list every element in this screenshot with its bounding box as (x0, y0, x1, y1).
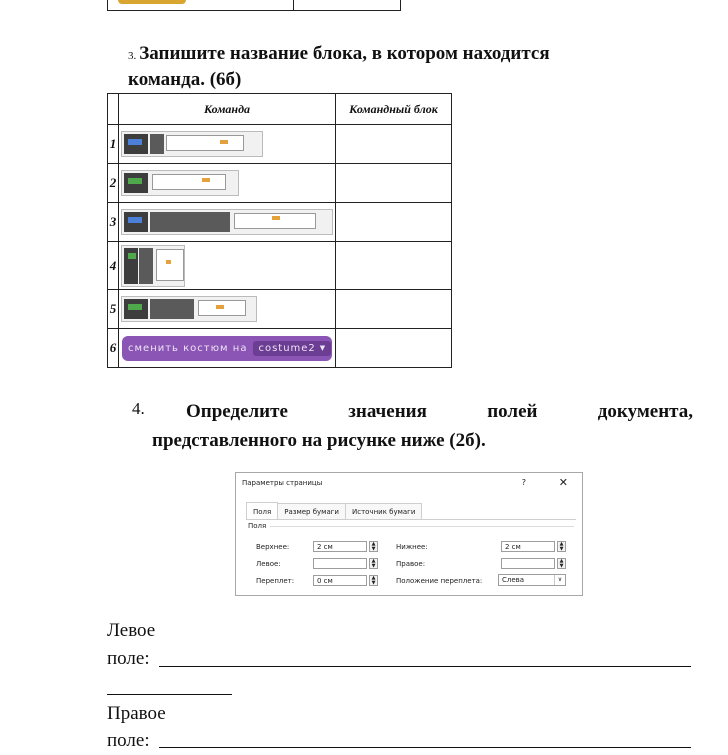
answer-cell[interactable] (336, 125, 452, 164)
margins-group-label: Поля (248, 522, 267, 530)
table-row (108, 164, 452, 203)
top-margin-label: Верхнее: (256, 543, 290, 551)
gutter-position-label: Положение переплета: (396, 577, 483, 585)
right-margin-spinner[interactable]: ▲ ▼ (557, 558, 566, 569)
chevron-down-icon: ∨ (554, 575, 565, 585)
header-block: Командный блок (336, 94, 452, 125)
close-icon[interactable]: ✕ (558, 476, 568, 489)
tab-margins[interactable]: Поля (246, 502, 278, 520)
row-number: 6 (108, 329, 119, 368)
question-3 (128, 42, 550, 92)
right-margin-answer-field-label: поле: (107, 730, 150, 751)
bottom-margin-label: Нижнее: (396, 543, 428, 551)
left-margin-answer-line-cont[interactable] (107, 694, 232, 695)
dropdown-arrow-icon: ▼ (319, 344, 327, 352)
commands-table (107, 93, 452, 368)
page-setup-dialog (235, 472, 583, 596)
question-4-text-cont: представленного на рисунке ниже (2б). (152, 430, 486, 451)
question-3-number: 3. (128, 50, 137, 62)
tab-paper-source[interactable]: Источник бумаги (345, 503, 422, 520)
left-margin-spinner[interactable]: ▲ ▼ (369, 558, 378, 569)
left-margin-answer-label: Левое (107, 620, 156, 641)
top-margin-spinner[interactable]: ▲ ▼ (369, 541, 378, 552)
previous-table-fragment (107, 0, 401, 11)
gutter-position-select[interactable]: Слева ∨ (498, 574, 566, 586)
right-margin-answer-line[interactable] (159, 747, 691, 748)
costume-dropdown: costume2 ▼ (253, 341, 331, 356)
question-3-text: Запишите название блока, в котором находится (139, 43, 550, 64)
bottom-margin-input[interactable]: 2 см (501, 541, 555, 552)
switch-costume-block: сменить костюм на costume2 ▼ (122, 336, 332, 361)
right-margin-label: Правое: (396, 560, 426, 568)
question-3-text-cont: команда. (6б) (128, 69, 242, 90)
left-margin-answer-field-label: поле: (107, 648, 150, 669)
gutter-spinner[interactable]: ▲ ▼ (369, 575, 378, 586)
right-margin-input[interactable] (501, 558, 555, 569)
answer-cell[interactable] (336, 203, 452, 242)
table-row (108, 242, 452, 290)
table-row (108, 125, 452, 164)
left-margin-answer-line[interactable] (159, 666, 691, 667)
left-margin-label: Левое: (256, 560, 281, 568)
row-number: 4 (108, 242, 119, 290)
left-margin-input[interactable] (313, 558, 367, 569)
scratch-screenshot (121, 209, 333, 235)
scratch-screenshot (121, 170, 239, 196)
right-margin-answer-label: Правое (107, 703, 166, 724)
row-number: 2 (108, 164, 119, 203)
table-row (108, 290, 452, 329)
answer-cell[interactable] (336, 242, 452, 290)
top-margin-input[interactable]: 2 см (313, 541, 367, 552)
row-number: 3 (108, 203, 119, 242)
row-number: 1 (108, 125, 119, 164)
question-4: Определите значения полей документа, представленного на рисунке ниже (2б). (152, 397, 693, 455)
dialog-tabs (246, 503, 421, 520)
answer-cell[interactable] (336, 164, 452, 203)
gutter-label: Переплет: (256, 577, 295, 585)
row-number: 5 (108, 290, 119, 329)
table-row (108, 203, 452, 242)
answer-cell[interactable] (336, 329, 452, 368)
scratch-block-fragment (118, 0, 186, 4)
scratch-screenshot (121, 131, 263, 157)
gutter-input[interactable]: 0 см (313, 575, 367, 586)
table-row (108, 329, 452, 368)
question-4-number: 4. (132, 399, 145, 418)
header-command: Команда (119, 94, 336, 125)
dialog-title: Параметры страницы (242, 479, 323, 487)
scratch-screenshot (121, 296, 257, 322)
tab-paper-size[interactable]: Размер бумаги (277, 503, 346, 520)
scratch-screenshot (121, 245, 185, 287)
help-icon[interactable]: ? (521, 478, 526, 487)
bottom-margin-spinner[interactable]: ▲ ▼ (557, 541, 566, 552)
answer-cell[interactable] (336, 290, 452, 329)
